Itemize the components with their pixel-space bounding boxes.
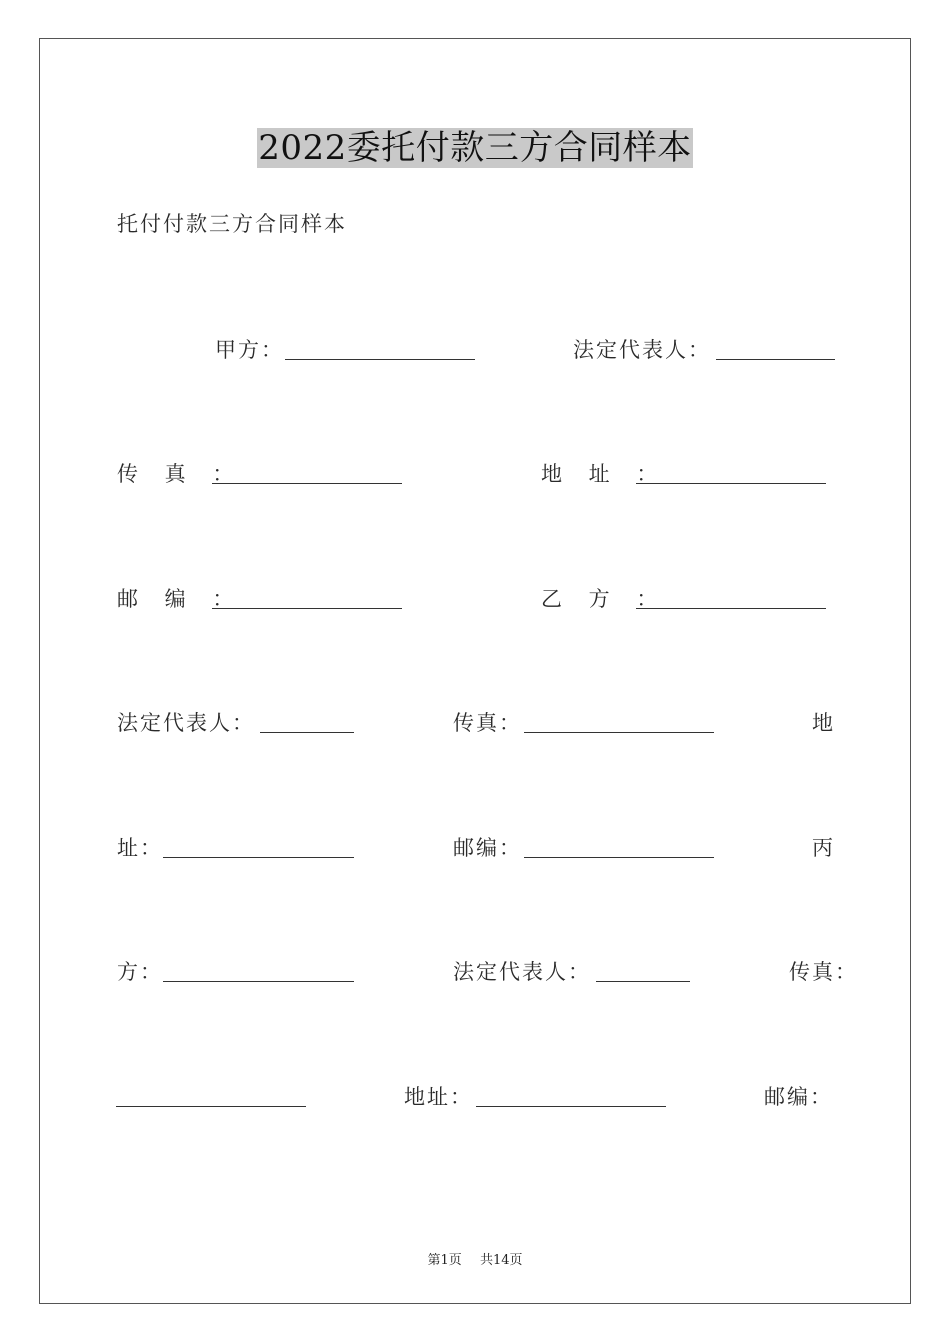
party-c-blank[interactable] bbox=[163, 981, 354, 982]
legal-rep-3-label: 法定代表人： bbox=[453, 960, 591, 984]
address-3-label: 地址： bbox=[404, 1085, 473, 1109]
fax-2-blank[interactable] bbox=[524, 732, 714, 733]
address-3-blank[interactable] bbox=[476, 1106, 666, 1107]
fax-3-blank[interactable] bbox=[116, 1106, 306, 1107]
legal-rep-2-label: 法定代表人： bbox=[117, 711, 255, 735]
address-1-blank[interactable] bbox=[636, 483, 826, 484]
fax-3-label: 传真： bbox=[789, 960, 858, 984]
party-c-label-start: 丙 bbox=[812, 836, 835, 860]
legal-rep-1-label: 法定代表人： bbox=[573, 338, 711, 362]
party-a-label: 甲方： bbox=[215, 338, 284, 362]
fax-1-label: 传 真 ： bbox=[117, 462, 244, 486]
address-2-blank[interactable] bbox=[163, 857, 354, 858]
postcode-1-blank[interactable] bbox=[212, 608, 402, 609]
postcode-2-blank[interactable] bbox=[524, 857, 714, 858]
document-title: 2022委托付款三方合同样本 bbox=[258, 128, 692, 168]
page-total: 共14页 bbox=[479, 1253, 523, 1268]
document-subtitle: 托付付款三方合同样本 bbox=[117, 212, 347, 236]
address-2-label-end: 址： bbox=[117, 836, 163, 860]
legal-rep-3-blank[interactable] bbox=[596, 981, 690, 982]
page-number: 第1页 bbox=[427, 1253, 462, 1268]
party-b-label: 乙 方 ： bbox=[541, 587, 668, 611]
party-c-label-end: 方： bbox=[117, 960, 163, 984]
fax-1-blank[interactable] bbox=[212, 483, 402, 484]
legal-rep-2-blank[interactable] bbox=[260, 732, 354, 733]
postcode-3-label: 邮编： bbox=[764, 1085, 833, 1109]
postcode-1-label: 邮 编 ： bbox=[117, 587, 244, 611]
legal-rep-1-blank[interactable] bbox=[716, 359, 835, 360]
address-2-label-start: 地 bbox=[812, 711, 835, 735]
document-title-wrap bbox=[0, 128, 950, 168]
party-b-blank[interactable] bbox=[636, 608, 826, 609]
postcode-2-label: 邮编： bbox=[453, 836, 522, 860]
page-footer bbox=[0, 1249, 950, 1268]
party-a-blank[interactable] bbox=[285, 359, 475, 360]
address-1-label: 地 址 ： bbox=[541, 462, 668, 486]
fax-2-label: 传真： bbox=[453, 711, 522, 735]
